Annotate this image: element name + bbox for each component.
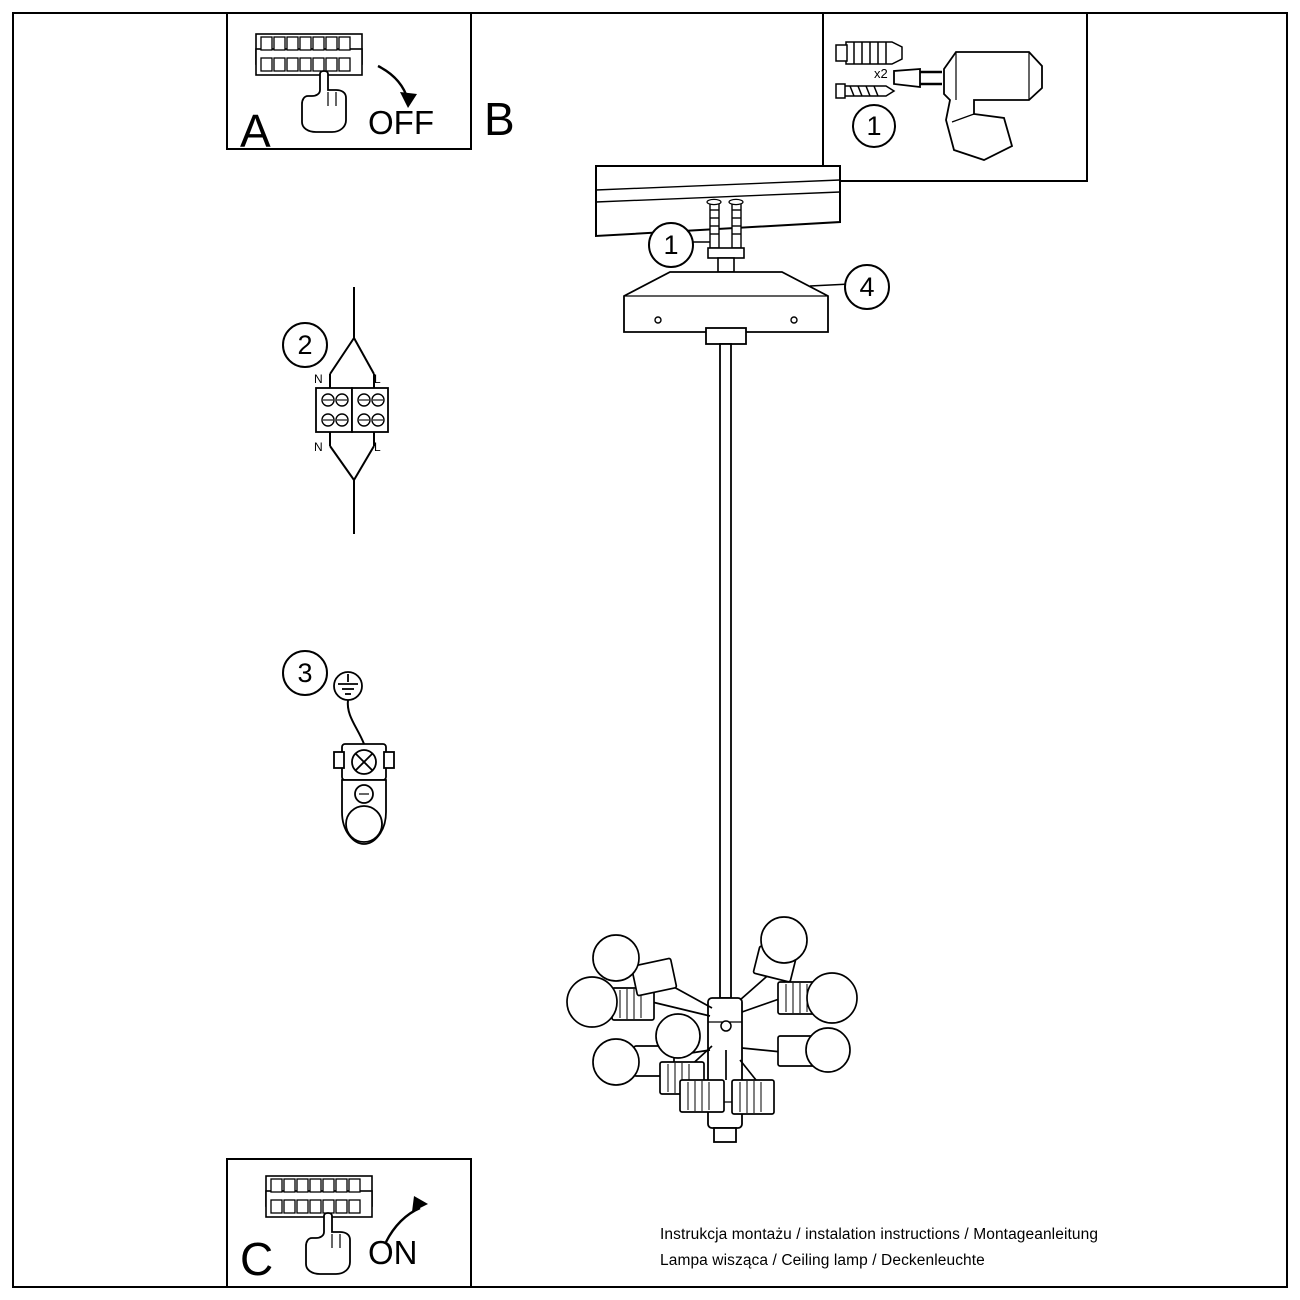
panel-a (226, 12, 472, 157)
panel-c-action-label: ON (368, 1234, 418, 1271)
terminal-label-n-bottom: N (314, 440, 323, 454)
step-3-number: 3 (282, 650, 328, 696)
step-3-group (282, 636, 502, 866)
footer-line-2: Lampa wisząca / Ceiling lamp / Deckenleuchte (660, 1252, 985, 1269)
step-2-number: 2 (282, 322, 328, 368)
lamp-assembly-drawing (560, 150, 980, 1150)
panel-c (226, 1158, 472, 1288)
tools-step-number: 1 (852, 104, 896, 148)
terminal-label-n-top: N (314, 372, 323, 386)
panel-c-letter: C (240, 1233, 274, 1285)
tools-quantity-label: x2 (874, 66, 888, 81)
footer-text-block (660, 1222, 1180, 1274)
step-2-group (282, 282, 502, 542)
panel-b-letter: B (484, 93, 515, 145)
step-1-number: 1 (648, 222, 694, 268)
terminal-label-l-bottom: L (374, 440, 381, 454)
footer-line-1: Instrukcja montażu / instalation instructions / Montageanleitung (660, 1226, 1099, 1243)
step-2-illustration (282, 282, 502, 542)
terminal-label-l-top: L (374, 372, 381, 386)
step-4-number: 4 (844, 264, 890, 310)
panel-b-illustration (560, 150, 980, 1150)
panel-a-letter: A (240, 105, 271, 157)
panel-a-action-label: OFF (368, 104, 434, 141)
